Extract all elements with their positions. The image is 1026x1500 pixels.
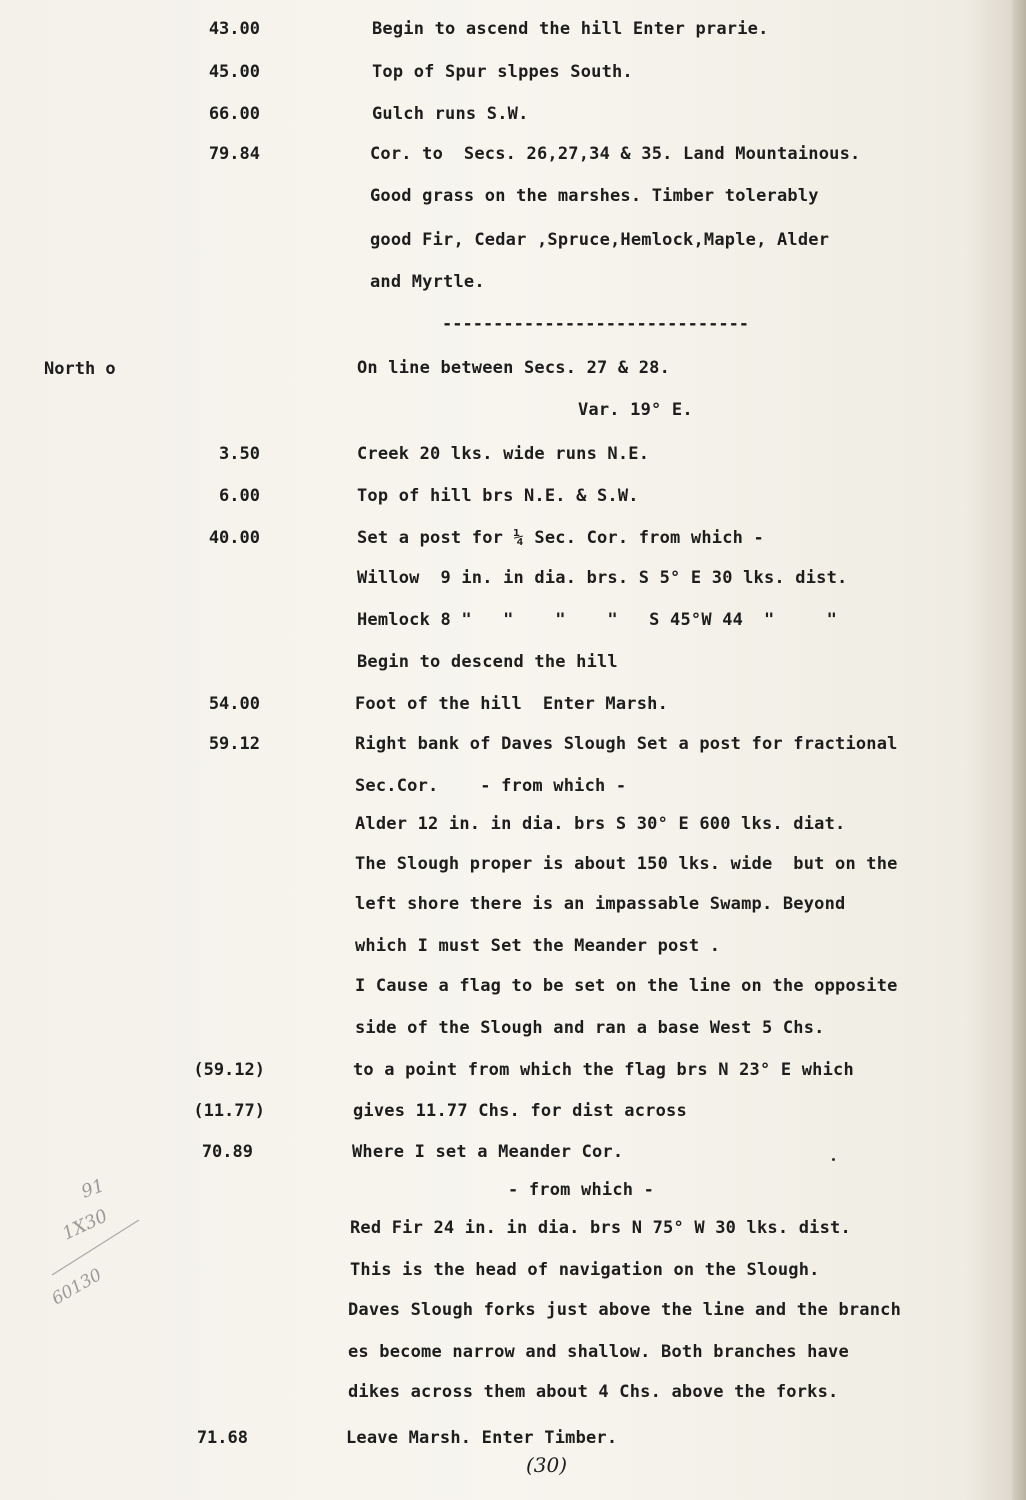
note-line: and Myrtle. <box>370 272 485 292</box>
distance-value: (59.12) <box>193 1060 265 1080</box>
distance-value: 54.00 <box>208 694 260 714</box>
note-line: Cor. to Secs. 26,27,34 & 35. Land Mountainous. <box>370 144 861 164</box>
variation-line: Var. 19° E. <box>578 400 693 420</box>
note-line: dikes across them about 4 Chs. above the forks. <box>348 1382 839 1402</box>
distance-value: 66.00 <box>208 104 260 124</box>
distance-value: 3.50 <box>219 444 260 464</box>
note-line: left shore there is an impassable Swamp. Beyond <box>355 894 846 914</box>
ink-dot <box>832 1158 835 1161</box>
note-line: On line between Secs. 27 & 28. <box>357 358 671 378</box>
note-line: Foot of the hill Enter Marsh. <box>355 694 669 714</box>
note-line: Begin to descend the hill <box>357 652 618 672</box>
distance-value: 70.89 <box>201 1142 253 1162</box>
distance-value: 79.84 <box>208 144 260 164</box>
note-line: Hemlock 8 " " " " S 45°W 44 " " <box>357 610 838 630</box>
margin-note-north: North o <box>44 359 116 379</box>
note-line: This is the head of navigation on the Slough. <box>350 1260 820 1280</box>
distance-value: 40.00 <box>208 528 260 548</box>
note-line: which I must Set the Meander post . <box>355 936 721 956</box>
note-line: - from which - <box>508 1180 655 1200</box>
note-line: Leave Marsh. Enter Timber. <box>346 1428 618 1448</box>
note-line: Creek 20 lks. wide runs N.E. <box>357 444 650 464</box>
note-line: to a point from which the flag brs N 23° E which <box>353 1060 854 1080</box>
section-divider: ------------------------------ <box>442 314 750 334</box>
page-number: (30) <box>526 1453 568 1477</box>
note-line: Red Fir 24 in. in dia. brs N 75° W 30 lks. dist. <box>350 1218 851 1238</box>
note-line: The Slough proper is about 150 lks. wide but on the <box>355 854 898 874</box>
note-line: Good grass on the marshes. Timber tolerably <box>370 186 819 206</box>
note-line: Where I set a Meander Cor. <box>352 1142 624 1162</box>
distance-value: 43.00 <box>208 19 260 39</box>
svg-text:60130: 60130 <box>48 1264 106 1310</box>
distance-value: 59.12 <box>208 734 260 754</box>
note-line: Top of Spur slppes South. <box>372 62 633 82</box>
note-line: Gulch runs S.W. <box>372 104 529 124</box>
note-line: Willow 9 in. in dia. brs. S 5° E 30 lks. dist. <box>357 568 848 588</box>
note-line: Alder 12 in. in dia. brs S 30° E 600 lks. diat. <box>355 814 846 834</box>
note-line: es become narrow and shallow. Both branches have <box>348 1342 849 1362</box>
pencil-annotation <box>44 1170 154 1320</box>
page-edge <box>1012 0 1026 1500</box>
note-line: Daves Slough forks just above the line and the branch <box>348 1300 902 1320</box>
distance-value: (11.77) <box>193 1101 265 1121</box>
note-line: good Fir, Cedar ,Spruce,Hemlock,Maple, Alder <box>370 230 830 250</box>
note-line: Sec.Cor. - from which - <box>355 776 627 796</box>
note-line: Top of hill brs N.E. & S.W. <box>357 486 639 506</box>
note-line: Set a post for ¼ Sec. Cor. from which - <box>357 528 764 548</box>
note-line: side of the Slough and ran a base West 5 Chs. <box>355 1018 825 1038</box>
distance-value: 45.00 <box>208 62 260 82</box>
distance-value: 6.00 <box>219 486 260 506</box>
note-line: Right bank of Daves Slough Set a post for fractional <box>355 734 898 754</box>
svg-text:1X30: 1X30 <box>59 1205 111 1245</box>
note-line: I Cause a flag to be set on the line on the opposite <box>355 976 898 996</box>
note-line: gives 11.77 Chs. for dist across <box>353 1101 687 1121</box>
svg-text:91: 91 <box>78 1175 108 1203</box>
distance-value: 71.68 <box>196 1428 248 1448</box>
note-line: Begin to ascend the hill Enter prarie. <box>372 19 769 39</box>
